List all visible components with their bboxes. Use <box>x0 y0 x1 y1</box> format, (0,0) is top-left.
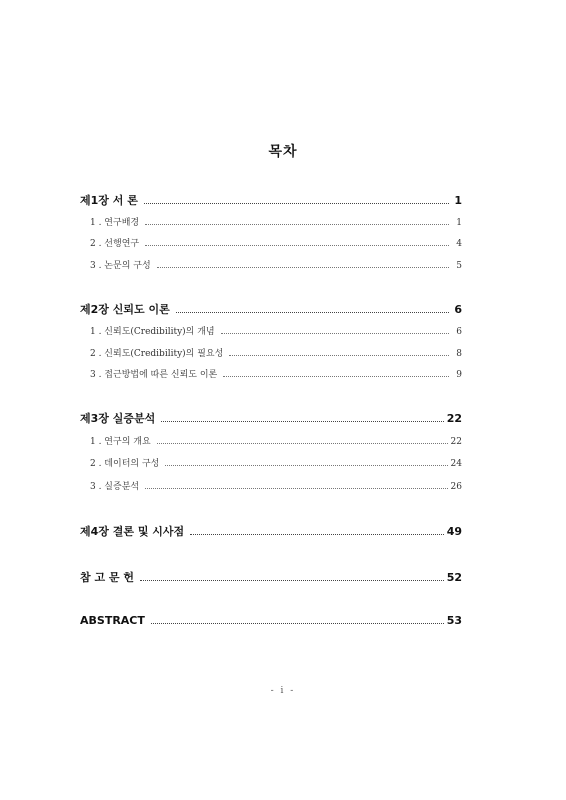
dot-leader <box>229 355 449 356</box>
toc-page-number: 22 <box>446 412 462 425</box>
toc-entry-label: 제1장 서 론 <box>80 194 138 207</box>
dot-leader <box>221 333 449 334</box>
dot-leader <box>157 267 449 268</box>
dot-leader <box>157 443 448 444</box>
toc-section-3-2[interactable] <box>90 456 462 469</box>
toc-section-1-1[interactable] <box>90 215 462 228</box>
toc-abstract[interactable] <box>80 614 462 627</box>
toc-chapter-3[interactable] <box>80 410 462 426</box>
toc-title: 목차 <box>268 144 298 160</box>
toc-chapter-2[interactable] <box>80 301 462 317</box>
toc-references[interactable] <box>80 569 462 585</box>
toc-page-number: 24 <box>450 459 462 469</box>
toc-entry-label: 제3장 실증분석 <box>80 412 156 425</box>
toc-page-number: 52 <box>446 571 462 584</box>
dot-leader <box>140 580 444 581</box>
toc-entry-label: 제4장 결론 및 시사점 <box>80 525 185 538</box>
toc-page-number: 1 <box>454 194 462 207</box>
toc-page-number: 49 <box>446 525 462 538</box>
dot-leader <box>161 421 443 422</box>
dot-leader <box>151 623 444 624</box>
toc-page-number: 8 <box>456 349 462 359</box>
toc-page-number: 26 <box>450 482 462 492</box>
toc-section-3-3[interactable] <box>90 479 462 492</box>
toc-entry-label: 참 고 문 헌 <box>80 571 134 584</box>
toc-entry-label: 3 . 접근방법에 따른 신뢰도 이론 <box>90 370 218 380</box>
dot-leader <box>145 488 447 489</box>
dot-leader <box>190 534 444 535</box>
toc-entry-label: ABSTRACT <box>80 614 145 627</box>
toc-section-2-1[interactable] <box>90 324 462 337</box>
toc-entry-label: 3 . 실증분석 <box>90 482 140 492</box>
toc-chapter-1[interactable] <box>80 192 462 208</box>
dot-leader <box>144 203 449 204</box>
dot-leader <box>165 465 447 466</box>
toc-page-number: 5 <box>456 261 462 271</box>
toc-page-number: 9 <box>456 370 462 380</box>
toc-entry-label: 제2장 신뢰도 이론 <box>80 303 170 316</box>
toc-page-number: 22 <box>450 437 462 447</box>
toc-page-number: 6 <box>454 303 462 316</box>
toc-entry-label: 2 . 신뢰도(Credibility)의 필요성 <box>90 349 224 359</box>
toc-entry-label: 1 . 신뢰도(Credibility)의 개념 <box>90 327 215 337</box>
toc-page-number: 4 <box>456 239 462 249</box>
page-footer-number: - i - <box>270 686 296 696</box>
dot-leader <box>223 376 449 377</box>
toc-entry-label: 1 . 연구의 개요 <box>90 437 151 447</box>
toc-page-number: 6 <box>456 327 462 337</box>
toc-section-2-2[interactable] <box>90 346 462 359</box>
toc-section-1-3[interactable] <box>90 258 462 271</box>
dot-leader <box>145 224 449 225</box>
toc-entry-label: 3 . 논문의 구성 <box>90 261 151 271</box>
toc-entry-label: 1 . 연구배경 <box>90 218 140 228</box>
toc-section-1-2[interactable] <box>90 236 462 249</box>
toc-section-3-1[interactable] <box>90 434 462 447</box>
toc-chapter-4[interactable] <box>80 523 462 539</box>
toc-section-2-3[interactable] <box>90 367 462 380</box>
toc-entry-label: 2 . 선행연구 <box>90 239 140 249</box>
toc-page-number: 1 <box>456 218 462 228</box>
toc-entry-label: 2 . 데이터의 구성 <box>90 459 160 469</box>
toc-page-number: 53 <box>446 614 462 627</box>
dot-leader <box>145 245 449 246</box>
dot-leader <box>176 312 449 313</box>
